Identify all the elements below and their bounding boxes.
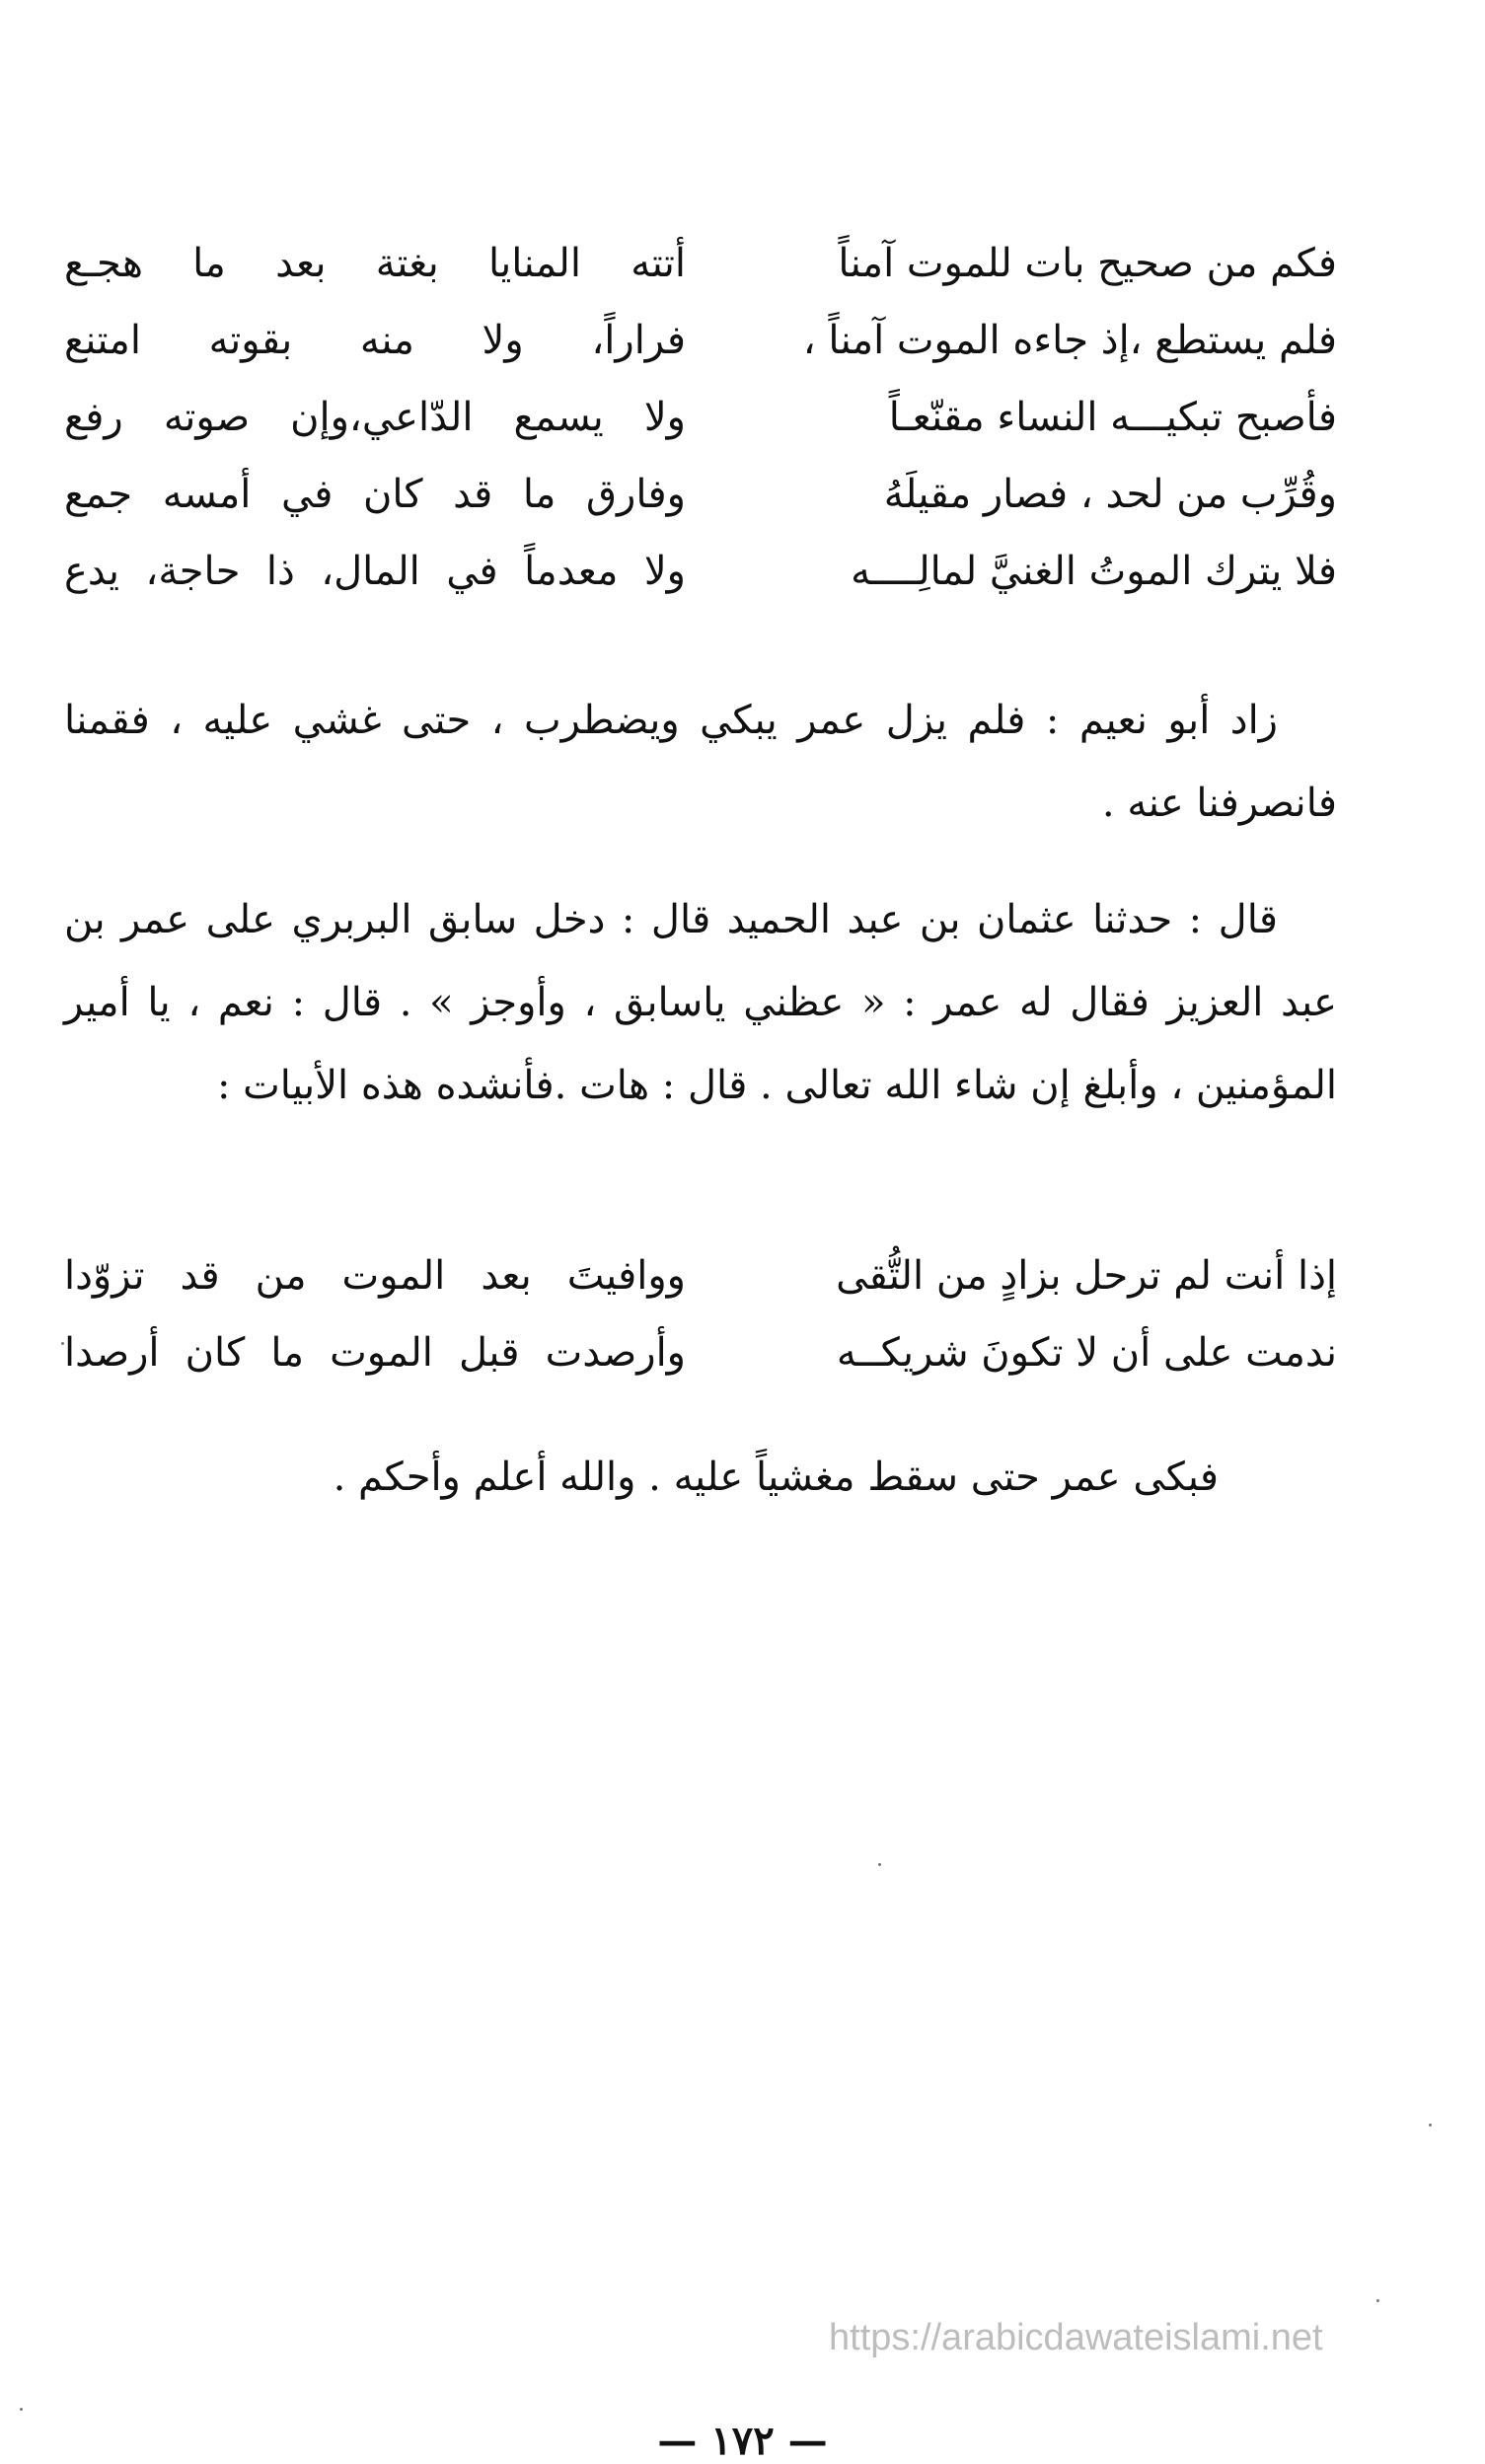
verse-line	[64, 456, 1337, 533]
verse-second-hemistich: ووافيتَ بعد الموت من قد تزوّدا	[64, 1253, 686, 1299]
verse-second-hemistich: وأرصدت قبل الموت ما كان أرصدا	[64, 1330, 686, 1376]
verse-second-hemistich: فراراً، ولا منه بقوته امتنع	[64, 318, 686, 363]
verse-first-hemistich: فلم يستطع ،إذ جاءه الموت آمناً ،	[802, 318, 1337, 363]
verse-second-hemistich: أتته المنايا بغتة بعد ما هجـع	[64, 241, 686, 286]
verse-first-hemistich: إذا أنت لم ترحل بزادٍ من التُّقى	[836, 1253, 1337, 1299]
verse-first-hemistich: وقُرِّب من لحد ، فصار مقيلَهُ	[883, 472, 1337, 517]
scan-speck	[1376, 2299, 1379, 2302]
paragraph-text: زاد أبو نعيم : فلم يزل عمر يبكي ويضطرب ، حتى غشي عليه ، فقمنا فانصرفنا عنه .	[64, 698, 1337, 826]
scan-speck	[1429, 2124, 1432, 2127]
verse-first-hemistich: فكم من صحيح بات للموت آمناً	[838, 241, 1337, 286]
verse-first-hemistich: فأصبح تبكيـــه النساء مقنّعـاً	[888, 395, 1337, 440]
watermark-url: https://arabicdawateislami.net	[829, 2317, 1323, 2358]
verse-second-hemistich: ولا معدماً في المال، ذا حاجة، يدع	[64, 549, 686, 594]
verse-line	[64, 302, 1337, 379]
paragraph-sabiq-narration	[64, 878, 1337, 1127]
paragraph-text: قال : حدثنا عثمان بن عبد الحميد قال : دخل سابق البربري على عمر بن عبد العزيز فقال له عمر : « عظني ياسابق ، وأوجز » . قال : نعم ، يا أمير المؤمنين ، وأبلغ إن شاء الله تعالى . قال : هات .فأنشده هذه الأبيات :	[64, 897, 1337, 1108]
verse-first-hemistich: ندمت على أن لا تكونَ شريكــه	[836, 1330, 1337, 1376]
poem-block-1	[64, 225, 1337, 610]
verse-line	[64, 1237, 1337, 1314]
verse-first-hemistich: فلا يترك الموتُ الغنيَّ لمالِــــه	[851, 549, 1337, 594]
verse-line	[64, 533, 1337, 610]
paragraph-abu-nuaym	[64, 679, 1337, 845]
page-number: — ١٧٢ —	[657, 2418, 828, 2464]
verse-line	[64, 225, 1337, 302]
scan-speck	[20, 2408, 23, 2411]
verse-line	[64, 1314, 1337, 1391]
paragraph-text: فبكى عمر حتى سقط مغشياً عليه . والله أعلم وأحكم .	[333, 1455, 1219, 1500]
verse-second-hemistich: ولا يسمع الدّاعي،وإن صوته رفع	[64, 395, 686, 440]
scan-speck	[878, 1863, 881, 1866]
verse-second-hemistich: وفارق ما قد كان في أمسه جمع	[64, 472, 686, 517]
paragraph-closing	[64, 1436, 1337, 1519]
scan-speck	[61, 1342, 64, 1345]
poem-block-2	[64, 1237, 1337, 1391]
verse-line	[64, 379, 1337, 456]
